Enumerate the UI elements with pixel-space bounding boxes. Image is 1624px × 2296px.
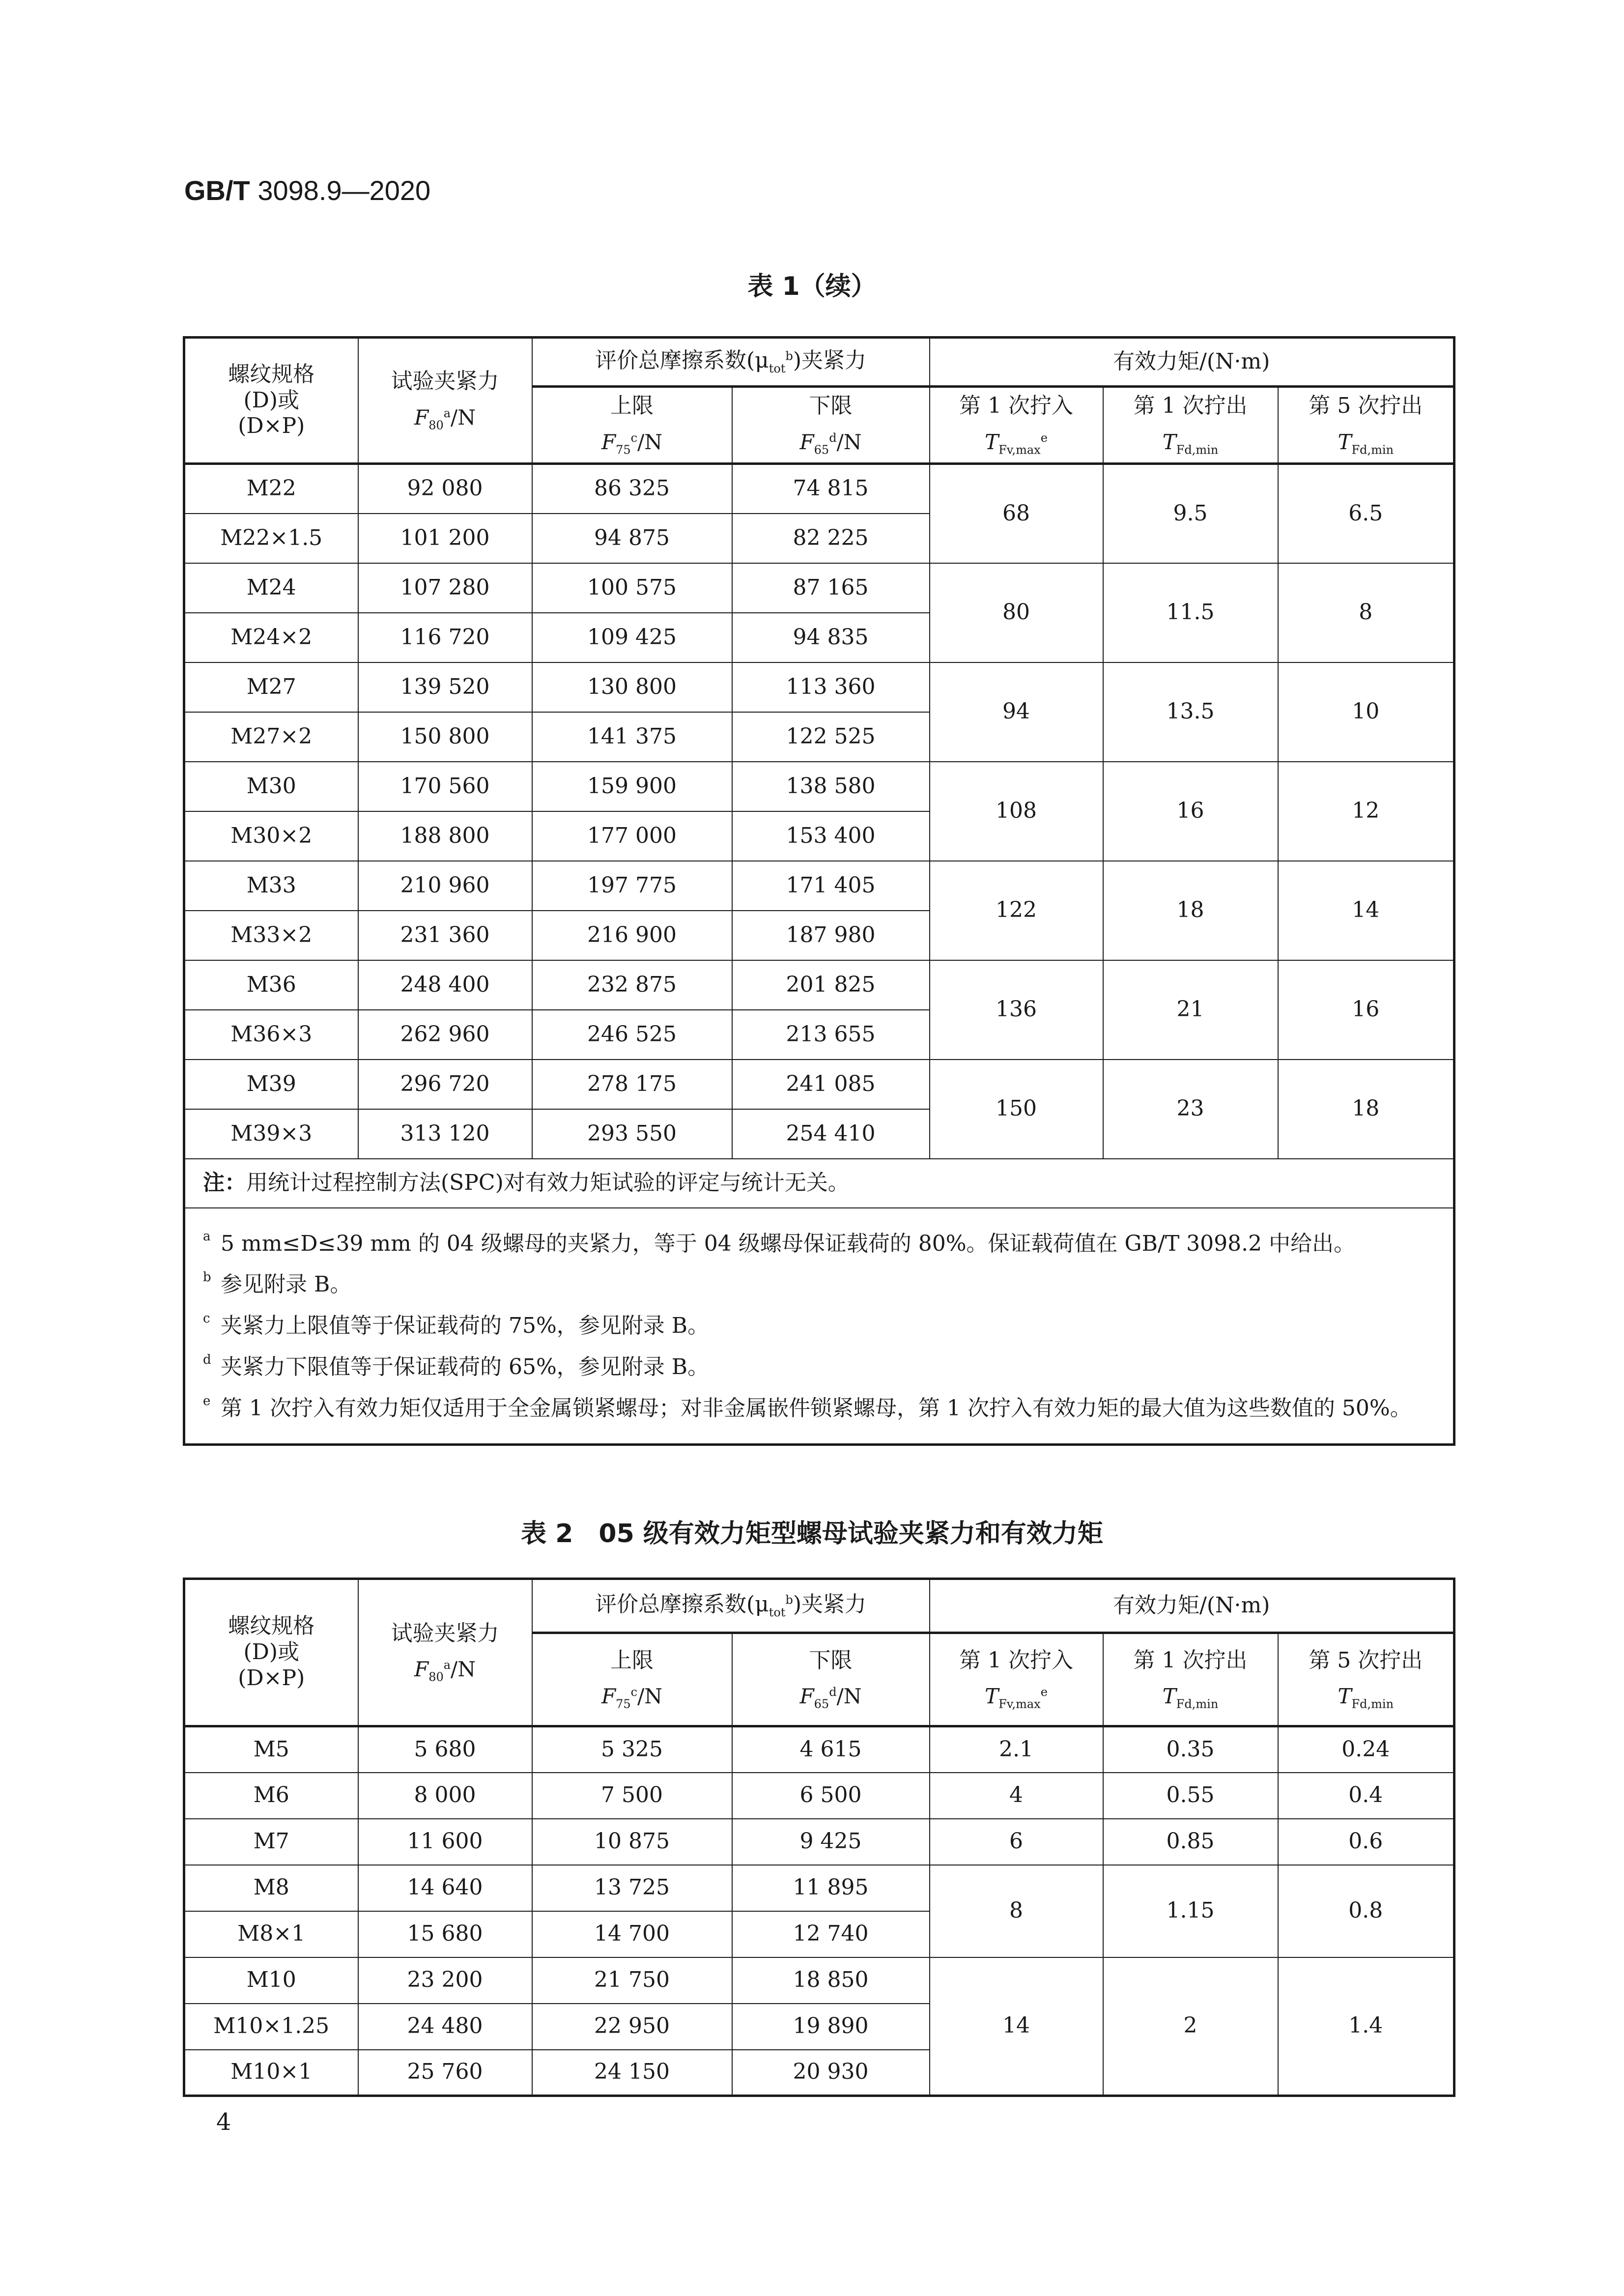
cell: 113 360	[732, 662, 930, 712]
cell: M10	[184, 1957, 358, 2004]
table-row	[184, 563, 1454, 613]
cell: M30×2	[184, 811, 358, 861]
cell: 130 800	[532, 662, 732, 712]
cell: 11 895	[732, 1865, 930, 1911]
cell: 92 080	[358, 464, 532, 514]
cell: 14 640	[358, 1865, 532, 1911]
cell: 6 500	[732, 1773, 930, 1819]
torque-first-off: 0.35	[1103, 1726, 1278, 1773]
cell: 188 800	[358, 811, 532, 861]
cell: 87 165	[732, 563, 930, 613]
cell: 170 560	[358, 762, 532, 811]
torque-first-off: 18	[1103, 861, 1278, 960]
torque-first-on: 68	[930, 464, 1103, 563]
header-fifth-off: 第 5 次拧出 $T_{Fd,min}$	[1278, 1633, 1454, 1726]
header-eval-clamp-force: 评价总摩擦系数$(\mu_{tot}^b)$夹紧力	[532, 338, 930, 387]
torque-first-off: 16	[1103, 762, 1278, 861]
torque-fifth-off: 1.4	[1278, 1957, 1454, 2096]
page-number: 4	[216, 2108, 231, 2136]
header-spec-line1: 螺纹规格	[228, 361, 315, 387]
cell: 177 000	[532, 811, 732, 861]
torque-first-off: 9.5	[1103, 464, 1278, 563]
cell: M6	[184, 1773, 358, 1819]
torque-first-off: 0.55	[1103, 1773, 1278, 1819]
torque-fifth-off: 6.5	[1278, 464, 1454, 563]
torque-first-on: 80	[930, 563, 1103, 662]
header-load-symbol: $F_{80}^a/N$	[414, 1657, 476, 1684]
cell: 241 085	[732, 1060, 930, 1109]
table-row	[184, 1865, 1454, 1911]
header-load-symbol: $F_{80}^a/N$	[414, 405, 476, 432]
torque-fifth-off: 0.6	[1278, 1819, 1454, 1865]
table-row	[184, 662, 1454, 712]
cell: 171 405	[732, 861, 930, 911]
torque-first-off: 1.15	[1103, 1865, 1278, 1957]
torque-fifth-off: 12	[1278, 762, 1454, 861]
cell: 25 760	[358, 2050, 532, 2096]
cell: 86 325	[532, 464, 732, 514]
cell: 94 835	[732, 613, 930, 662]
table1	[183, 336, 1455, 1446]
cell: 231 360	[358, 911, 532, 960]
cell: 23 200	[358, 1957, 532, 2004]
header-thread-spec	[184, 1579, 358, 1726]
cell: 20 930	[732, 2050, 930, 2096]
header-spec-line1: 螺纹规格	[228, 1613, 315, 1639]
torque-fifth-off: 0.8	[1278, 1865, 1454, 1957]
table1-caption: 表 1（续）	[747, 272, 877, 301]
cell: 12 740	[732, 1911, 930, 1957]
torque-first-on: 108	[930, 762, 1103, 861]
cell: 21 750	[532, 1957, 732, 2004]
header-upper-limit: 上限 $F_{75}^c/N$	[532, 387, 732, 464]
torque-fifth-off: 18	[1278, 1060, 1454, 1159]
cell: 248 400	[358, 960, 532, 1010]
footnotes	[184, 1208, 1454, 1445]
cell: 15 680	[358, 1911, 532, 1957]
cell: M8	[184, 1865, 358, 1911]
torque-first-on: 122	[930, 861, 1103, 960]
cell: 278 175	[532, 1060, 732, 1109]
torque-first-on: 4	[930, 1773, 1103, 1819]
cell: 5 325	[532, 1726, 732, 1773]
torque-first-off: 11.5	[1103, 563, 1278, 662]
header-lower-limit: 下限 $F_{65}^d/N$	[732, 387, 930, 464]
cell: M39	[184, 1060, 358, 1109]
header-spec-line3: (D×P)	[238, 1665, 305, 1691]
table-row	[184, 464, 1454, 514]
footnote: d 夹紧力下限值等于保证载荷的 65%，参见附录 B。	[203, 1352, 710, 1379]
header-first-on: 第 1 次拧入 $T_{Fv,max}^e$	[930, 387, 1103, 464]
cell: 10 875	[532, 1819, 732, 1865]
cell: 4 615	[732, 1726, 930, 1773]
header-spec-line2: (D)或	[243, 1639, 300, 1665]
torque-first-on: 94	[930, 662, 1103, 762]
cell: M36×3	[184, 1010, 358, 1060]
cell: 11 600	[358, 1819, 532, 1865]
header-first-on: 第 1 次拧入 $T_{Fv,max}^e$	[930, 1633, 1103, 1726]
torque-first-on: 14	[930, 1957, 1103, 2096]
cell: 18 850	[732, 1957, 930, 2004]
torque-first-on: 136	[930, 960, 1103, 1060]
cell: M7	[184, 1819, 358, 1865]
cell: 150 800	[358, 712, 532, 762]
cell: 232 875	[532, 960, 732, 1010]
header-spec-line2: (D)或	[243, 387, 300, 413]
header-prevailing-torque: 有效力矩/(N·m)	[930, 1579, 1454, 1633]
table-row	[184, 1773, 1454, 1819]
header-test-clamp-load	[358, 338, 532, 464]
cell: M27	[184, 662, 358, 712]
header-load-label: 试验夹紧力	[391, 1620, 499, 1646]
cell: 13 725	[532, 1865, 732, 1911]
table-row	[184, 1819, 1454, 1865]
torque-first-off: 2	[1103, 1957, 1278, 2096]
cell: 187 980	[732, 911, 930, 960]
cell: 246 525	[532, 1010, 732, 1060]
footnote: c 夹紧力上限值等于保证载荷的 75%，参见附录 B。	[203, 1311, 710, 1339]
table-row	[184, 960, 1454, 1010]
cell: M10×1	[184, 2050, 358, 2096]
cell: M5	[184, 1726, 358, 1773]
cell: 7 500	[532, 1773, 732, 1819]
cell: 5 680	[358, 1726, 532, 1773]
cell: 122 525	[732, 712, 930, 762]
cell: 107 280	[358, 563, 532, 613]
torque-fifth-off: 0.4	[1278, 1773, 1454, 1819]
cell: 210 960	[358, 861, 532, 911]
table-row	[184, 1726, 1454, 1773]
cell: 201 825	[732, 960, 930, 1010]
cell: M36	[184, 960, 358, 1010]
torque-first-off: 21	[1103, 960, 1278, 1060]
cell: 24 150	[532, 2050, 732, 2096]
cell: 19 890	[732, 2004, 930, 2050]
header-test-clamp-load	[358, 1579, 532, 1726]
table-note: 注：用统计过程控制方法(SPC)对有效力矩试验的评定与统计无关。	[184, 1159, 1454, 1208]
header-fifth-off: 第 5 次拧出 $T_{Fd,min}$	[1278, 387, 1454, 464]
torque-fifth-off: 16	[1278, 960, 1454, 1060]
cell: M27×2	[184, 712, 358, 762]
header-first-off: 第 1 次拧出 $T_{Fd,min}$	[1103, 1633, 1278, 1726]
document-code	[184, 174, 430, 206]
footnote: b 参见附录 B。	[203, 1270, 352, 1297]
cell: 216 900	[532, 911, 732, 960]
cell: 24 480	[358, 2004, 532, 2050]
cell: 153 400	[732, 811, 930, 861]
cell: 116 720	[358, 613, 532, 662]
cell: 94 875	[532, 514, 732, 563]
cell: 138 580	[732, 762, 930, 811]
header-lower-limit: 下限 $F_{65}^d/N$	[732, 1633, 930, 1726]
cell: 100 575	[532, 563, 732, 613]
cell: M10×1.25	[184, 2004, 358, 2050]
cell: 22 950	[532, 2004, 732, 2050]
cell: 254 410	[732, 1109, 930, 1159]
cell: 296 720	[358, 1060, 532, 1109]
cell: M24×2	[184, 613, 358, 662]
cell: M39×3	[184, 1109, 358, 1159]
cell: 313 120	[358, 1109, 532, 1159]
torque-first-off: 23	[1103, 1060, 1278, 1159]
cell: 14 700	[532, 1911, 732, 1957]
cell: M22	[184, 464, 358, 514]
cell: 293 550	[532, 1109, 732, 1159]
torque-fifth-off: 10	[1278, 662, 1454, 762]
cell: 101 200	[358, 514, 532, 563]
table-row	[184, 762, 1454, 811]
cell: 197 775	[532, 861, 732, 911]
torque-first-on: 8	[930, 1865, 1103, 1957]
cell: 141 375	[532, 712, 732, 762]
cell: 213 655	[732, 1010, 930, 1060]
torque-fifth-off: 8	[1278, 563, 1454, 662]
cell: M30	[184, 762, 358, 811]
cell: M33×2	[184, 911, 358, 960]
table-row	[184, 861, 1454, 911]
header-first-off: 第 1 次拧出 $T_{Fd,min}$	[1103, 387, 1278, 464]
torque-first-on: 6	[930, 1819, 1103, 1865]
cell: M8×1	[184, 1911, 358, 1957]
torque-first-on: 2.1	[930, 1726, 1103, 1773]
cell: 82 225	[732, 514, 930, 563]
header-upper-limit: 上限 $F_{75}^c/N$	[532, 1633, 732, 1726]
cell: 8 000	[358, 1773, 532, 1819]
cell: M33	[184, 861, 358, 911]
cell: M24	[184, 563, 358, 613]
document-code-number: 3098.9—2020	[250, 175, 431, 206]
torque-first-on: 150	[930, 1060, 1103, 1159]
torque-first-off: 13.5	[1103, 662, 1278, 762]
cell: 9 425	[732, 1819, 930, 1865]
torque-fifth-off: 14	[1278, 861, 1454, 960]
table2	[183, 1578, 1455, 2097]
table-row	[184, 1060, 1454, 1109]
header-spec-line3: (D×P)	[238, 413, 305, 439]
torque-fifth-off: 0.24	[1278, 1726, 1454, 1773]
footnote: a 5 mm≤D≤39 mm 的 04 级螺母的夹紧力，等于 04 级螺母保证载荷的 80%。保证载荷值在 GB/T 3098.2 中给出。	[203, 1229, 1356, 1256]
torque-first-off: 0.85	[1103, 1819, 1278, 1865]
table2-caption: 表 2 05 级有效力矩型螺母试验夹紧力和有效力矩	[521, 1519, 1103, 1549]
cell: 74 815	[732, 464, 930, 514]
document-code-prefix: GB/T	[184, 175, 250, 206]
header-prevailing-torque: 有效力矩/(N·m)	[930, 338, 1454, 387]
cell: 109 425	[532, 613, 732, 662]
cell: M22×1.5	[184, 514, 358, 563]
header-load-label: 试验夹紧力	[391, 369, 499, 394]
footnote: e 第 1 次拧入有效力矩仅适用于全金属锁紧螺母；对非金属嵌件锁紧螺母，第 1 次拧入有效力矩的最大值为这些数值的 50%。	[203, 1393, 1412, 1421]
header-eval-clamp-force: 评价总摩擦系数$(\mu_{tot}^b)$夹紧力	[532, 1579, 930, 1633]
cell: 159 900	[532, 762, 732, 811]
cell: 262 960	[358, 1010, 532, 1060]
cell: 139 520	[358, 662, 532, 712]
table-row	[184, 1957, 1454, 2004]
header-thread-spec	[184, 338, 358, 464]
